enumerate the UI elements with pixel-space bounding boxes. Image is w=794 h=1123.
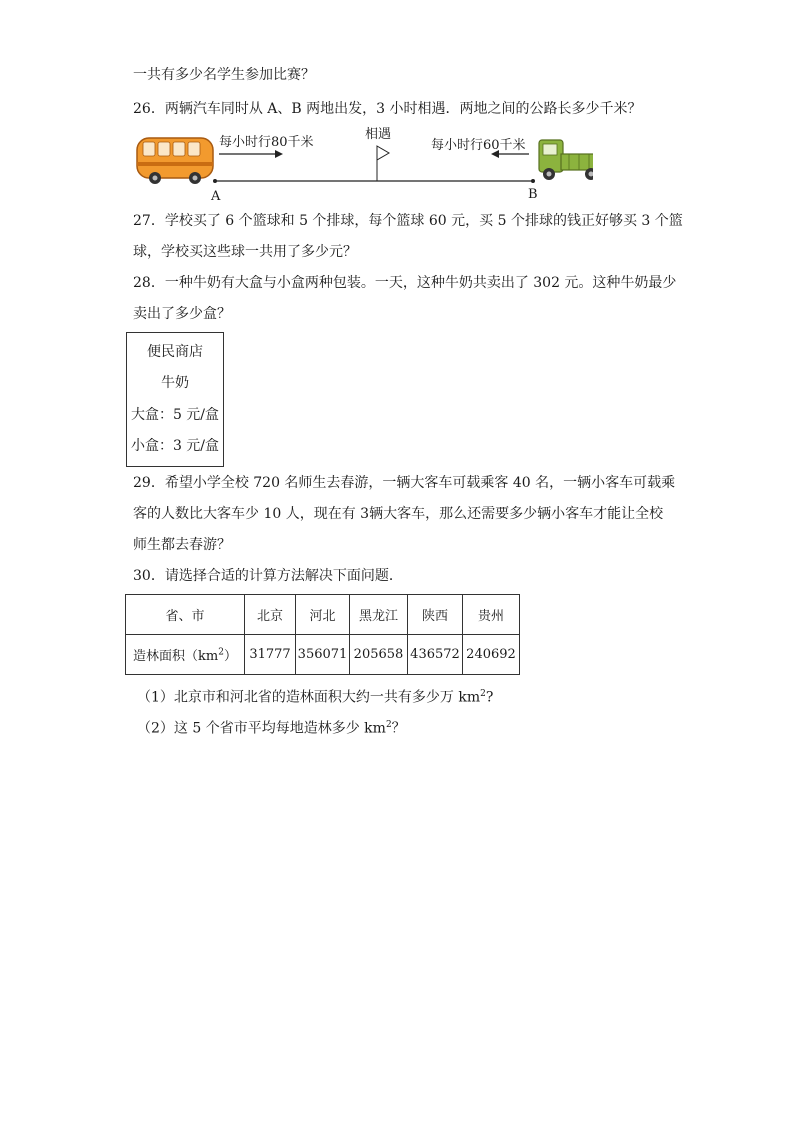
truck-icon — [539, 140, 593, 180]
sub-question-1: （1）北京市和河北省的造林面积大约一共有多少万 $km^2$? — [137, 689, 494, 706]
table-region: 北京 — [245, 595, 296, 635]
shop-name: 便民商店 — [147, 344, 203, 360]
table-row — [126, 635, 520, 675]
sub-question-2: （2）这 5 个省市平均每地造林多少 $km^2$？ — [137, 720, 406, 737]
question-28-line1: 28．一种牛奶有大盒与小盒两种包装。一天，这种牛奶共卖出了 302 元。这种牛奶最少 — [133, 275, 677, 291]
table-region: 河北 — [296, 595, 350, 635]
table-row-label: 造林面积$(km^2)$ — [126, 635, 245, 675]
right-speed-label: 每小时行60千米 — [431, 138, 526, 153]
table-value: 205658 — [350, 635, 408, 675]
left-speed-label: 每小时行80千米 — [219, 135, 314, 150]
point-b-dot — [531, 179, 535, 183]
meet-label: 相遇 — [365, 127, 392, 142]
table-header-label: 省、市 — [126, 595, 245, 635]
table-row — [126, 595, 520, 635]
question-29-line1: 29．希望小学全校 720 名师生去春游，一辆大客车可载乘客 40 名，一辆小客车可载乘 — [133, 475, 676, 491]
table-value: 240692 — [463, 635, 520, 675]
shop-small-price: 小盒：3 元/盒 — [130, 438, 220, 454]
table-value: 356071 — [296, 635, 350, 675]
question-26: 26．两辆汽车同时从 A、B 两地出发，3 小时相遇．两地之间的公路长多少千米？ — [133, 101, 642, 117]
forest-area-table — [125, 594, 520, 675]
question-30: 30．请选择合适的计算方法解决下面问题． — [133, 568, 403, 584]
point-a-dot — [213, 179, 217, 183]
meet-flag-icon — [377, 146, 389, 160]
table-region: 贵州 — [463, 595, 520, 635]
table-region: 黑龙江 — [350, 595, 408, 635]
point-b-label: B — [528, 187, 538, 202]
bus-icon — [137, 138, 213, 184]
question-29-line2: 客的人数比大客车少 10 人，现在有 3辆大客车，那么还需要多少辆小客车才能让全校 — [133, 506, 664, 522]
table-value: 436572 — [408, 635, 463, 675]
question-28-line2: 卖出了多少盒？ — [133, 306, 231, 322]
question-29-line3: 师生都去春游？ — [133, 537, 231, 553]
point-a-label: A — [211, 189, 221, 204]
question-25-tail: 一共有多少名学生参加比赛？ — [133, 67, 315, 83]
question-27-line2: 球，学校买这些球一共用了多少元？ — [133, 244, 357, 260]
meeting-diagram — [133, 126, 593, 206]
shop-price-box — [126, 332, 224, 467]
table-value: 31777 — [245, 635, 296, 675]
table-region: 陕西 — [408, 595, 463, 635]
question-27-line1: 27．学校买了 6 个篮球和 5 个排球，每个篮球 60 元，买 5 个排球的钱正好够买 3 个篮 — [133, 213, 683, 229]
shop-product: 牛奶 — [161, 375, 189, 391]
shop-big-price: 大盒：5 元/盒 — [130, 407, 220, 423]
